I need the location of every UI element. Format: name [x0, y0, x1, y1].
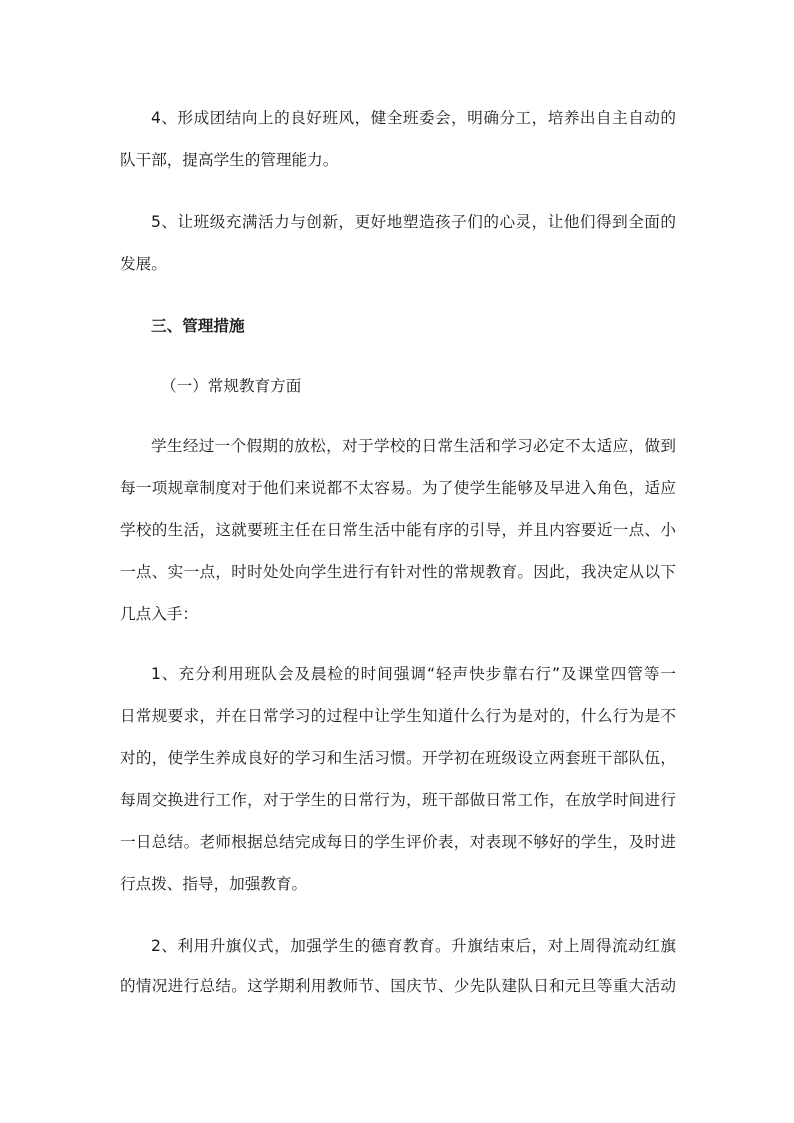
- section-heading: 三、管理措施: [151, 317, 245, 335]
- item1-line-2: 日常规要求，并在日常学习的过程中让学生知道什么行为是对的，什么行为是不: [120, 707, 676, 725]
- item2-line-1: 2、利用升旗仪式，加强学生的德育教育。升旗结束后，对上周得流动红旗: [151, 937, 676, 955]
- subsection-heading: （一）常规教育方面: [161, 377, 302, 395]
- item1-line-3: 对的，使学生养成良好的学习和生活习惯。开学初在班级设立两套班干部队伍，: [120, 749, 676, 767]
- intro-line-1: 学生经过一个假期的放松，对于学校的日常生活和学习必定不太适应，做到: [151, 437, 676, 455]
- intro-line-3: 学校的生活，这就要班主任在日常生活中能有序的引导，并且内容要近一点、小: [120, 521, 676, 539]
- item1-line-6: 行点拨、指导，加强教育。: [120, 875, 308, 893]
- item1-line-1: 1、充分利用班队会及晨检的时间强调“轻声快步靠右行”及课堂四管等一: [151, 665, 676, 683]
- intro-line-5: 几点入手：: [120, 605, 198, 623]
- para4-line-1: 4、形成团结向上的良好班风，健全班委会，明确分工，培养出自主自动的: [151, 109, 676, 127]
- item1-line-4: 每周交换进行工作，对于学生的日常行为，班干部做日常工作，在放学时间进行: [120, 791, 676, 809]
- item1-line-5: 一日总结。老师根据总结完成每日的学生评价表，对表现不够好的学生，及时进: [120, 833, 676, 851]
- item2-line-2: 的情况进行总结。这学期利用教师节、国庆节、少先队建队日和元旦等重大活动: [120, 977, 676, 995]
- intro-line-4: 一点、实一点，时时处处向学生进行有针对性的常规教育。因此，我决定从以下: [120, 563, 676, 581]
- para4-line-2: 队干部，提高学生的管理能力。: [120, 151, 339, 169]
- para5-line-1: 5、让班级充满活力与创新，更好地塑造孩子们的心灵，让他们得到全面的: [151, 213, 676, 231]
- intro-line-2: 每一项规章制度对于他们来说都不太容易。为了使学生能够及早进入角色，适应: [120, 479, 676, 497]
- para5-line-2: 发展。: [120, 255, 167, 273]
